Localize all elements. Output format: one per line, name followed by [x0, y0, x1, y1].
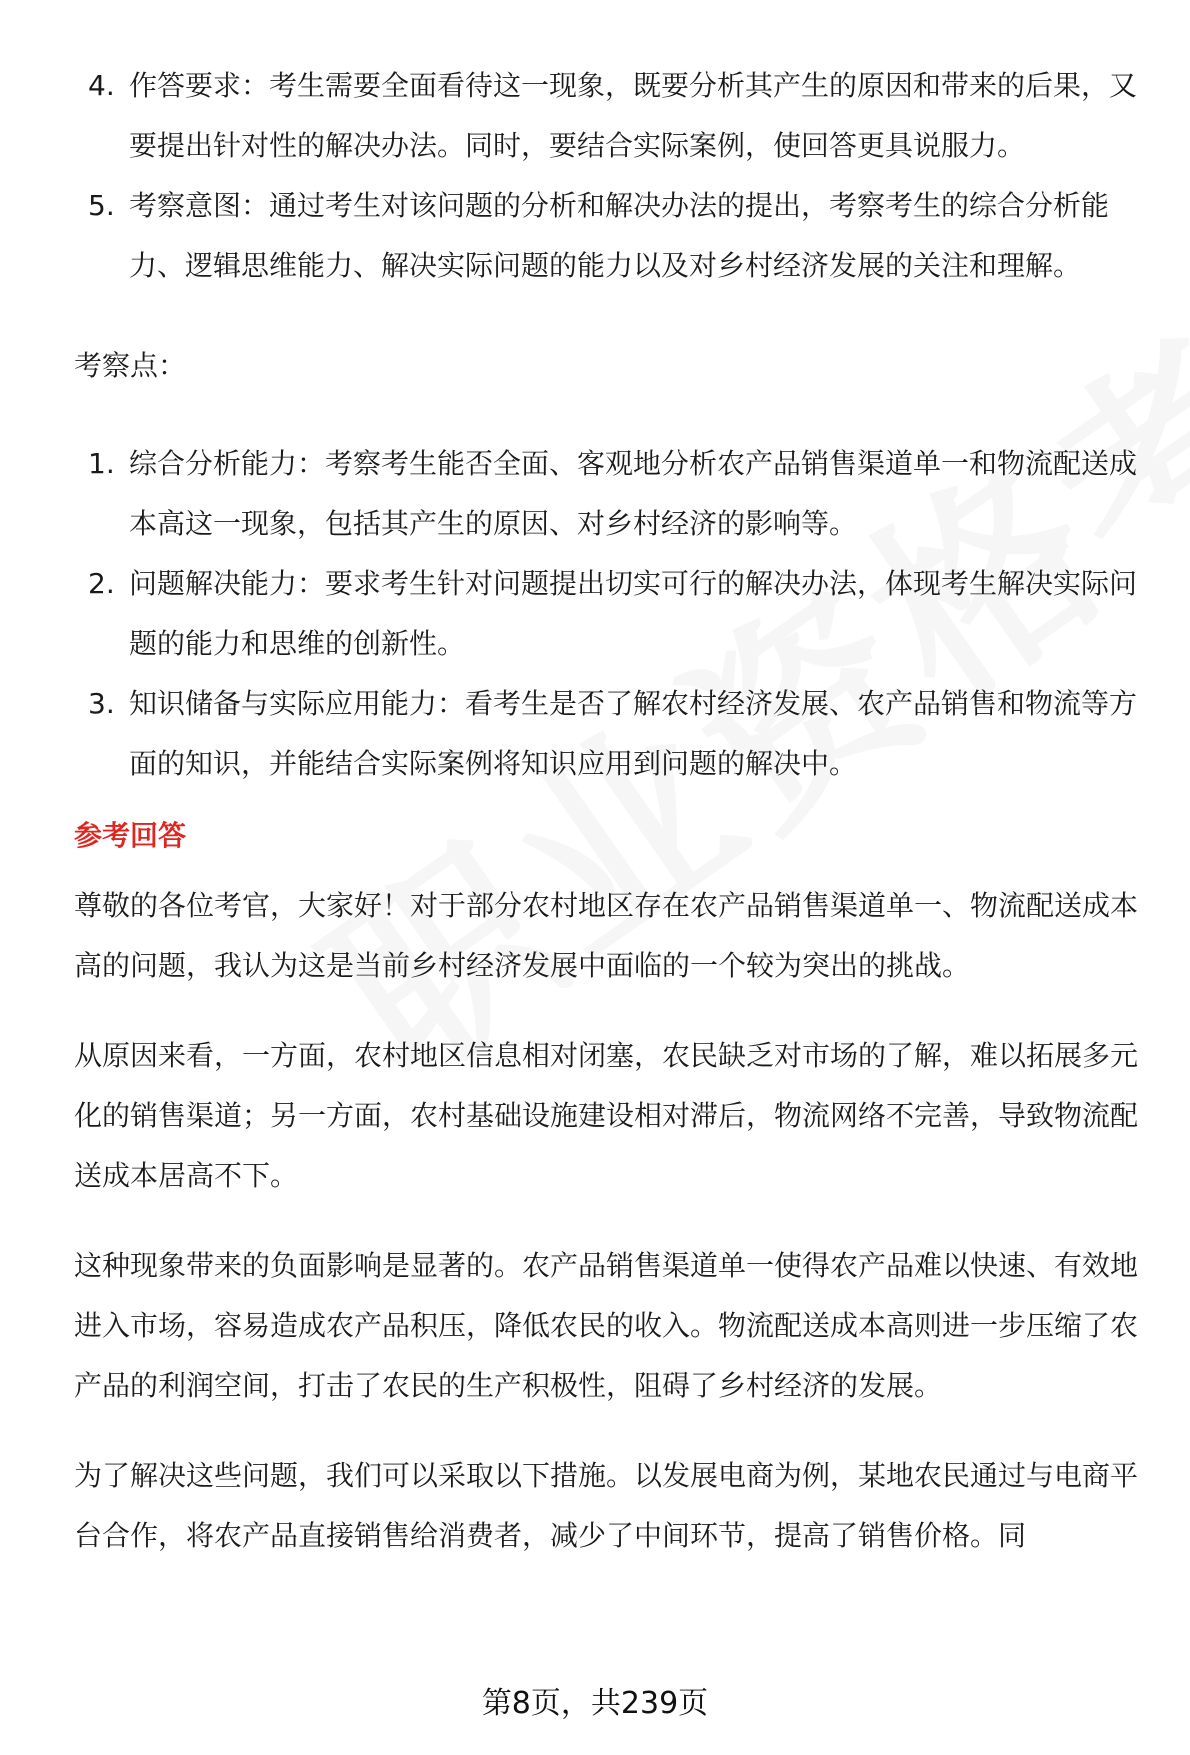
list-text: 知识储备与实际应用能力：看考生是否了解农村经济发展、农产品销售和物流等方面的知识，并能结合实际案例将知识应用到问题的解决中。	[129, 687, 1138, 780]
list-continued	[74, 56, 1160, 296]
list-number: 1.	[88, 447, 115, 480]
list-number: 2.	[88, 567, 115, 600]
list-text: 考察意图：通过考生对该问题的分析和解决办法的提出，考察考生的综合分析能力、逻辑思维能力、解决实际问题的能力以及对乡村经济发展的关注和理解。	[129, 189, 1110, 282]
list-item	[74, 674, 1160, 794]
list-item	[74, 434, 1160, 554]
list-number: 5.	[88, 189, 115, 222]
list-item	[74, 56, 1160, 176]
exam-points-list	[74, 434, 1160, 794]
list-text: 问题解决能力：要求考生针对问题提出切实可行的解决办法，体现考生解决实际问题的能力和思维的创新性。	[129, 567, 1138, 660]
list-text: 作答要求：考生需要全面看待这一现象，既要分析其产生的原因和带来的后果，又要提出针对性的解决办法。同时，要结合实际案例，使回答更具说服力。	[129, 69, 1138, 162]
paragraph: 从原因来看，一方面，农村地区信息相对闭塞，农民缺乏对市场的了解，难以拓展多元化的销售渠道；另一方面，农村基础设施建设相对滞后，物流网络不完善，导致物流配送成本居高不下。	[74, 1039, 1139, 1192]
paragraph: 尊敬的各位考官，大家好！对于部分农村地区存在农产品销售渠道单一、物流配送成本高的问题，我认为这是当前乡村经济发展中面临的一个较为突出的挑战。	[74, 889, 1139, 982]
list-text: 综合分析能力：考察考生能否全面、客观地分析农产品销售渠道单一和物流配送成本高这一现象，包括其产生的原因、对乡村经济的影响等。	[129, 447, 1138, 540]
section-heading: 考察点：	[74, 349, 187, 382]
list-number: 4.	[88, 69, 115, 102]
paragraph: 为了解决这些问题，我们可以采取以下措施。以发展电商为例，某地农民通过与电商平台合作，将农产品直接销售给消费者，减少了中间环节，提高了销售价格。同	[74, 1459, 1139, 1552]
list-item	[74, 554, 1160, 674]
list-item	[74, 176, 1160, 296]
answer-heading: 参考回答	[74, 819, 187, 852]
paragraph: 这种现象带来的负面影响是显著的。农产品销售渠道单一使得农产品难以快速、有效地进入市场，容易造成农产品积压，降低农民的收入。物流配送成本高则进一步压缩了农产品的利润空间，打击了农民的生产积极性，阻碍了乡村经济的发展。	[74, 1249, 1139, 1402]
list-number: 3.	[88, 687, 115, 720]
page-footer: 第8页，共239页	[481, 1686, 709, 1721]
document-content	[74, 56, 1160, 1596]
